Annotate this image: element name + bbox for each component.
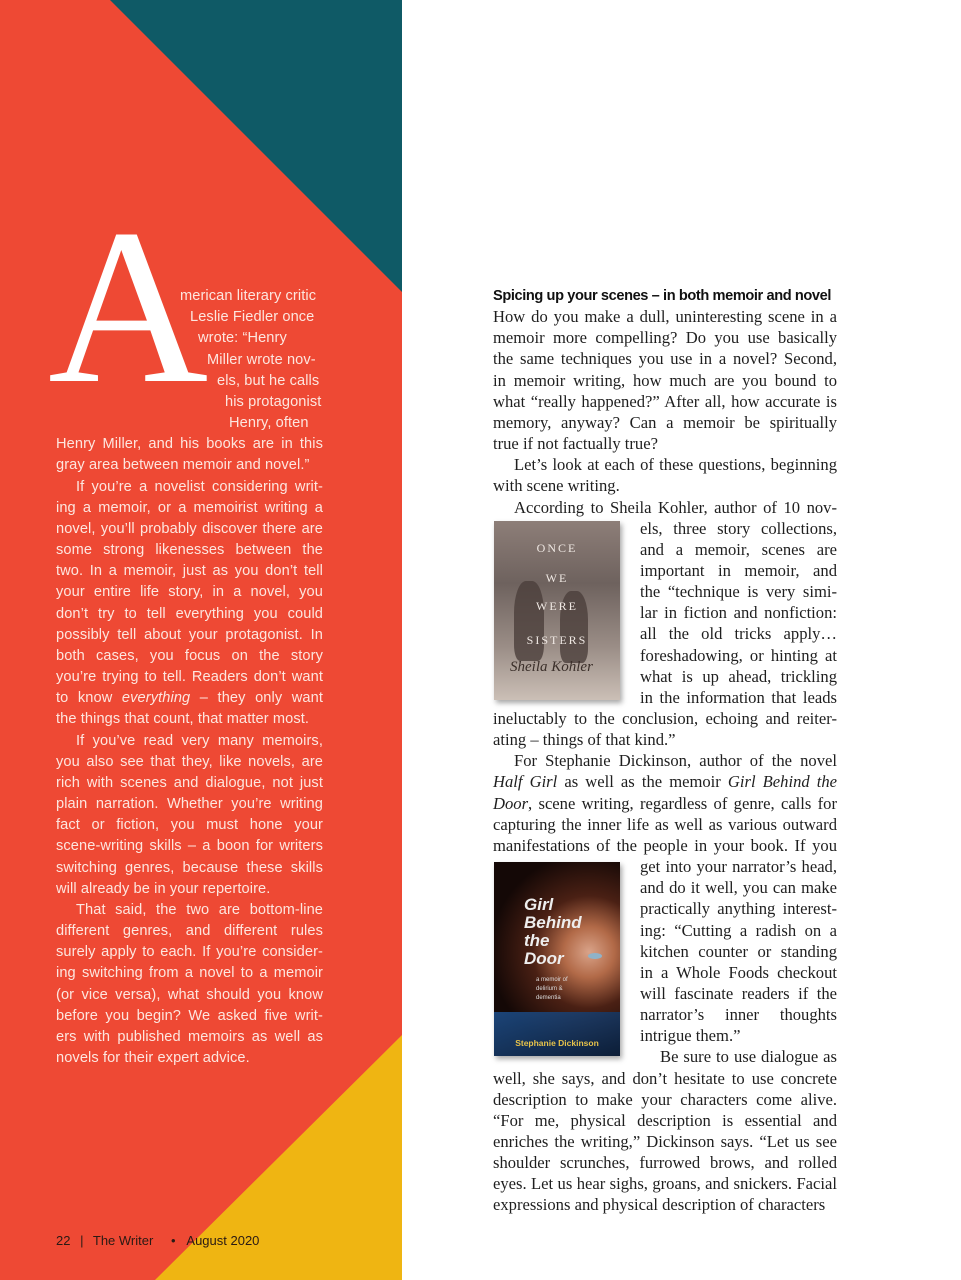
text-line	[640, 878, 837, 898]
text-line	[56, 858, 323, 878]
text-segment: els, three story collections,	[640, 518, 837, 538]
drop-cap: A	[48, 184, 209, 430]
text-line	[76, 900, 323, 920]
text-segment: If you’re a novelist considering writ-	[76, 478, 323, 495]
text-segment: two. In a memoir, just as you don’t tell	[56, 563, 323, 580]
text-segment: “For me, physical description is essential and	[493, 1110, 837, 1130]
text-segment: before you begin? We asked five writ-	[56, 1007, 323, 1024]
italic-text: Girl Behind the	[727, 772, 838, 792]
cover-word: ONCE	[536, 541, 578, 555]
text-line	[640, 857, 837, 877]
text-segment: intrigue them.”	[640, 1026, 741, 1046]
text-segment: Henry, often	[229, 415, 309, 432]
text-line	[660, 1047, 837, 1067]
text-line	[514, 498, 837, 518]
text-line	[493, 307, 837, 327]
subtitle-line: dementia	[536, 995, 561, 1001]
text-segment: lar in fiction and nonfiction:	[640, 603, 837, 623]
text-segment: true if not factually true?	[493, 434, 658, 454]
book-title	[524, 896, 582, 968]
text-line	[56, 1027, 323, 1047]
text-segment: Spicing up your scenes – in both memoir and novel	[493, 288, 832, 304]
book-cover-once-we-were-sisters	[494, 521, 620, 700]
text-line	[56, 519, 323, 539]
text-segment: – they only want	[190, 690, 324, 707]
title-line: Girl	[524, 895, 554, 914]
left-panel	[0, 0, 402, 1280]
text-line	[493, 1195, 837, 1215]
text-segment: get into your narrator’s head,	[640, 857, 837, 877]
text-line	[56, 1048, 323, 1068]
text-line	[493, 371, 837, 391]
text-line	[493, 1153, 837, 1173]
text-line	[56, 752, 323, 772]
text-line	[493, 286, 837, 306]
text-segment: narrator’s inner thoughts	[640, 1005, 837, 1025]
text-line	[640, 984, 837, 1004]
text-segment: to know	[56, 690, 122, 707]
text-line	[56, 773, 323, 793]
text-segment: the same techniques you use in a novel? Second,	[493, 349, 837, 369]
eye-graphic	[588, 953, 602, 959]
text-segment: in memoir writing, how much are you bound to	[493, 370, 837, 390]
text-line	[493, 349, 837, 369]
text-line	[640, 1026, 837, 1046]
text-line	[493, 1111, 837, 1131]
text-line	[493, 392, 837, 412]
text-segment: scene-writing skills – a boon for writers	[56, 838, 323, 855]
text-line	[56, 540, 323, 560]
text-line	[640, 603, 837, 623]
title-line: Door	[524, 949, 564, 968]
text-line	[493, 836, 837, 856]
text-segment: If you’ve read very many memoirs,	[76, 732, 323, 749]
text-line	[640, 899, 837, 919]
text-segment: novel, you’ll probably discover there are	[56, 520, 323, 537]
text-segment: don’t try to tell everything you could	[56, 605, 323, 622]
text-segment: kitchen counter or standing	[640, 941, 837, 961]
text-segment: Henry Miller, and his books are in this	[56, 436, 323, 453]
text-segment: novels for their expert advice.	[56, 1050, 250, 1067]
text-line	[640, 921, 837, 941]
text-line	[640, 540, 837, 560]
page-number: 22	[56, 1233, 71, 1248]
text-segment: your entire life story, in a novel, you	[56, 584, 323, 601]
text-line	[493, 772, 837, 792]
text-segment: That said, the two are bottom-line	[76, 901, 323, 918]
text-segment: els, but he calls	[217, 372, 320, 389]
text-segment: plain narration. Whether you’re writing	[56, 796, 323, 813]
text-segment: ating – things of that kind.”	[493, 730, 676, 750]
text-line	[493, 815, 837, 835]
footer-separator: |	[80, 1233, 84, 1248]
text-line	[493, 413, 837, 433]
photo-figure	[514, 581, 544, 661]
text-segment: Miller wrote nov-	[207, 351, 316, 368]
text-segment: According to Sheila Kohler, author of 10 nov-	[514, 497, 837, 517]
book-subtitle	[536, 976, 568, 1003]
text-line	[640, 561, 837, 581]
text-line	[56, 1006, 323, 1026]
text-line	[56, 434, 323, 454]
text-segment: all the old tricks apply…	[640, 624, 837, 644]
italic-text: everything	[121, 690, 191, 707]
cover-word: WERE	[536, 599, 578, 613]
text-line	[56, 582, 323, 602]
cover-word: SISTERS	[526, 633, 588, 647]
text-segment: merican literary critic	[180, 288, 317, 304]
footer-bullet: •	[170, 1233, 176, 1248]
text-segment: and a memoir, scenes are	[640, 539, 837, 559]
text-segment: For Stephanie Dickinson, author of the novel	[514, 751, 837, 771]
text-segment: memoir more compelling? Do you use basically	[493, 328, 837, 348]
magazine-name: The Writer	[92, 1233, 154, 1248]
text-line	[56, 942, 323, 962]
text-segment: different genres, and different rules	[56, 923, 323, 940]
text-line	[640, 667, 837, 687]
text-segment: , scene writing, regardless of genre, calls for	[528, 793, 837, 813]
text-segment: ing switching from a novel to a memoir	[56, 965, 323, 982]
text-segment: (or vice versa), what should you know	[56, 986, 323, 1003]
text-line	[56, 921, 323, 941]
text-segment: both cases, you focus on the story	[56, 647, 323, 664]
text-segment: in the information that leads	[640, 687, 837, 707]
text-segment: ers with published memoirs as well as	[56, 1028, 323, 1045]
text-line	[56, 836, 323, 856]
text-segment: memory, anyway? Can a memoir be spiritually	[493, 412, 837, 432]
text-segment: important in memoir, and	[640, 560, 837, 580]
title-line: Behind	[524, 913, 582, 932]
text-line	[640, 519, 837, 539]
text-line	[640, 582, 837, 602]
text-segment: and do it well, you can make	[640, 878, 837, 898]
text-segment: fact or fiction, you must hone your	[56, 817, 323, 834]
text-line	[493, 1069, 837, 1089]
text-line	[56, 985, 323, 1005]
title-line: the	[524, 931, 550, 950]
text-line	[180, 286, 323, 306]
cover-word: WE	[545, 571, 569, 585]
text-segment: will fascinate readers if the	[640, 983, 837, 1003]
text-segment: eyes. Let us hear sighs, groans, and snickers. Facial	[493, 1174, 837, 1194]
text-segment: some strong likenesses between the	[56, 542, 323, 559]
text-segment: switching genres, because these skills	[56, 859, 323, 876]
text-segment: description to make your characters come alive.	[493, 1089, 837, 1109]
text-line	[229, 413, 323, 433]
text-line	[56, 625, 323, 645]
subtitle-line: a memoir of	[536, 977, 568, 983]
text-line	[640, 1005, 837, 1025]
text-line	[225, 392, 323, 412]
text-segment: you’re trying to tell. Readers don’t want	[56, 669, 323, 686]
text-segment: as well as the memoir	[557, 772, 728, 792]
text-segment: ing a memoir, or a memoirist writing a	[56, 499, 323, 516]
text-segment: rich with scenes and dialogue, not just	[56, 774, 323, 791]
text-line	[56, 561, 323, 581]
text-line	[217, 371, 323, 391]
page-footer	[56, 1233, 265, 1248]
text-line	[640, 688, 837, 708]
text-segment: you also see that they, like novels, are	[56, 753, 323, 770]
text-line	[56, 794, 323, 814]
text-segment: Be sure to use dialogue as	[660, 1047, 837, 1067]
text-line	[56, 688, 323, 708]
text-line	[76, 731, 323, 751]
text-line	[493, 434, 837, 454]
text-line	[56, 963, 323, 983]
text-line	[198, 328, 323, 348]
text-segment: manifestations of the people in your book. If you	[493, 835, 837, 855]
text-segment: will already be in your repertoire.	[56, 880, 271, 897]
jacket-graphic	[494, 1012, 620, 1056]
text-segment: Leslie Fiedler once	[190, 309, 315, 326]
text-line	[514, 751, 837, 771]
text-line	[493, 1174, 837, 1194]
author-signature: Sheila Kohler	[510, 659, 593, 675]
text-line	[76, 477, 323, 497]
text-segment: enriches the writing,” Dickinson says. “Let us see	[493, 1132, 837, 1151]
text-segment: practically anything interest-	[640, 899, 837, 919]
text-line	[56, 879, 323, 899]
text-segment: in a Whole Foods checkout	[640, 962, 837, 982]
italic-text: Half Girl	[493, 772, 558, 792]
text-line	[514, 455, 837, 475]
book-cover-girl-behind-the-door	[494, 862, 620, 1056]
text-line	[56, 498, 323, 518]
text-segment: surely apply to each. If you’re consider-	[56, 944, 323, 961]
text-line	[56, 815, 323, 835]
text-line	[56, 709, 323, 729]
text-segment: Let’s look at each of these questions, beginning	[514, 455, 837, 475]
text-segment: wrote: “Henry	[198, 330, 287, 347]
text-segment: what is up ahead, trickling	[640, 666, 837, 686]
text-segment: shoulder scrunches, furrowed brows, and rolled	[493, 1153, 837, 1173]
text-line	[493, 794, 837, 814]
text-line	[207, 350, 323, 370]
text-line	[640, 624, 837, 644]
text-segment: what “really happened?” After all, how accurate is	[493, 391, 837, 411]
text-segment: possibly tell about your protagonist. In	[56, 626, 323, 643]
text-line	[493, 1090, 837, 1110]
text-segment: foreshadowing, or hinting at	[640, 645, 837, 665]
text-segment: ing: “Cutting a radish on a	[640, 920, 837, 940]
text-line	[640, 942, 837, 962]
text-line	[640, 963, 837, 983]
text-line	[493, 328, 837, 348]
text-segment: expressions and physical description of characters	[493, 1195, 826, 1215]
text-line	[493, 1132, 837, 1152]
text-segment: his protagonist	[225, 393, 322, 410]
text-segment: gray area between memoir and novel.”	[56, 457, 310, 474]
italic-text: Door	[493, 793, 529, 813]
text-segment: the things that count, that matter most.	[56, 711, 310, 728]
text-line	[493, 476, 837, 496]
text-line	[493, 730, 837, 750]
text-line	[190, 307, 323, 327]
subtitle-line: delirium &	[536, 986, 563, 992]
text-segment: the “technique is very simi-	[640, 582, 837, 602]
text-line	[493, 709, 837, 729]
book-author: Stephanie Dickinson	[515, 1038, 599, 1048]
text-segment: How do you make a dull, uninteresting scene in a	[493, 307, 837, 327]
text-line	[56, 646, 323, 666]
text-line	[640, 646, 837, 666]
text-segment: capturing the inner life as well as various outward	[493, 814, 837, 834]
text-segment: with scene writing.	[493, 476, 620, 496]
text-line	[56, 455, 323, 475]
issue-date: August 2020	[186, 1233, 260, 1248]
text-line	[56, 667, 323, 687]
text-segment: ineluctably to the conclusion, echoing and reiter-	[493, 709, 837, 728]
text-segment: well, she says, and don’t hesitate to use concrete	[493, 1068, 837, 1088]
text-line	[56, 604, 323, 624]
